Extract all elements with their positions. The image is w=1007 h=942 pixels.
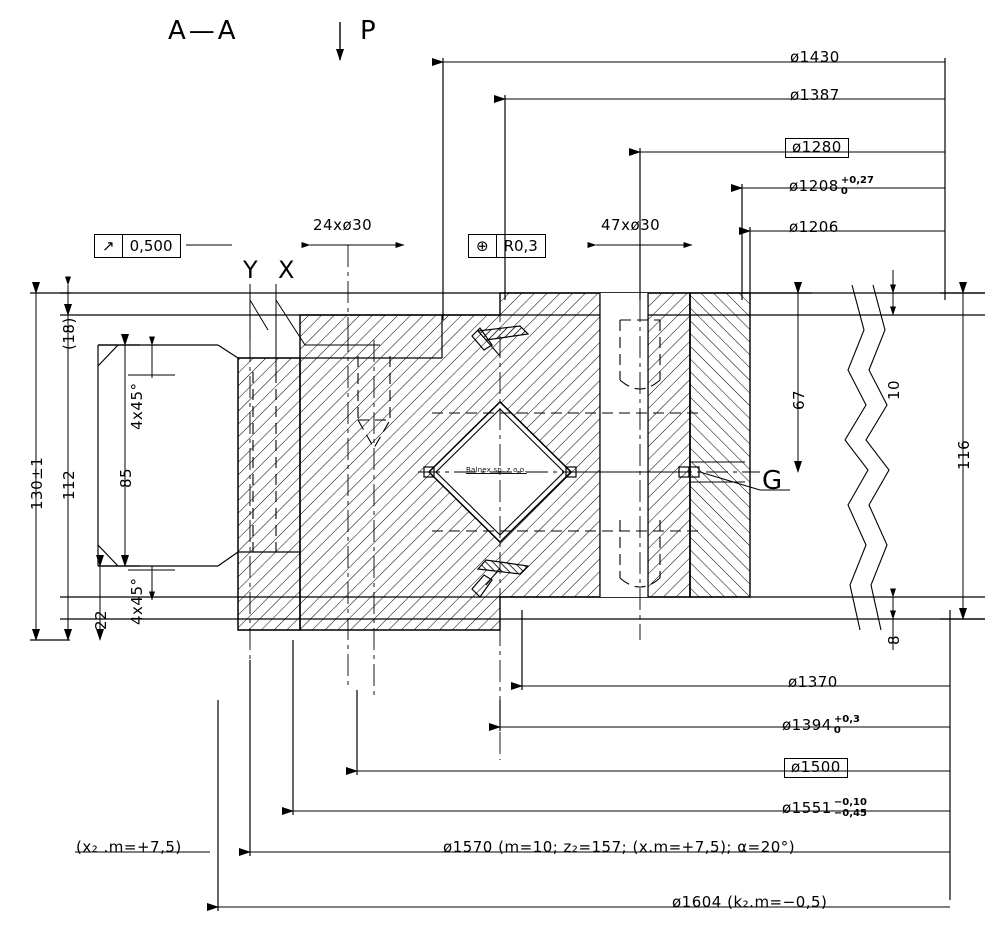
- dim-d1208-value: ø1208: [789, 177, 839, 195]
- dim-d1280: ø1280: [785, 138, 849, 158]
- surface-finish-value: 0,500: [122, 235, 180, 257]
- tol-lower: 0: [840, 185, 848, 197]
- position-value: R0,3: [496, 235, 545, 257]
- dim-d1394-value: ø1394: [782, 716, 832, 734]
- dim-85: 85: [117, 467, 135, 488]
- position-symbol: ⊕: [476, 237, 489, 255]
- dim-18: (18): [60, 317, 78, 350]
- tol-upper: −0,10: [833, 797, 867, 808]
- dim-116: 116: [955, 439, 973, 470]
- section-label: A—A: [168, 16, 239, 46]
- chamfer-bottom: 4x45°: [128, 577, 146, 625]
- tol-lower: −0,45: [833, 807, 867, 819]
- dim-67: 67: [790, 389, 808, 410]
- dim-d1370: ø1370: [788, 673, 838, 691]
- dim-d1387: ø1387: [790, 86, 840, 104]
- dim-130: 130±1: [28, 456, 46, 510]
- surface-finish-frame: [94, 234, 181, 258]
- dim-d1604: ø1604 (k₂.m=−0,5): [672, 893, 828, 911]
- dim-d1551-tolerance: [834, 798, 867, 819]
- datum-y: Y: [243, 256, 259, 284]
- surface-finish-symbol: ↗: [102, 237, 115, 255]
- hole-callout-24: 24xø30: [313, 216, 373, 234]
- datum-g: G: [762, 466, 783, 496]
- position-tolerance-frame: [468, 234, 546, 258]
- dim-d1500: ø1500: [784, 758, 848, 778]
- dim-8: 8: [885, 634, 903, 645]
- dim-d1394: [782, 715, 860, 736]
- tol-upper: +0,3: [833, 714, 860, 725]
- view-arrow-label: P: [360, 16, 379, 46]
- dim-10: 10: [885, 379, 903, 400]
- dim-d1394-tolerance: [834, 715, 860, 736]
- dim-d1208-tolerance: [841, 176, 874, 197]
- dim-d1206: ø1206: [789, 218, 839, 236]
- dim-112: 112: [60, 469, 78, 500]
- note-x2m: (x₂ .m=+7,5): [76, 838, 182, 856]
- dim-d1551: [782, 798, 867, 819]
- dim-22: 22: [92, 609, 110, 630]
- tol-lower: 0: [833, 724, 841, 736]
- hole-callout-47: 47xø30: [601, 216, 661, 234]
- dim-d1430: ø1430: [790, 48, 840, 66]
- dim-d1570: ø1570 (m=10; z₂=157; (x.m=+7,5); α=20°): [443, 838, 796, 856]
- watermark: Balnex sp. z o.o.: [466, 466, 527, 474]
- dim-d1551-value: ø1551: [782, 799, 832, 817]
- dim-d1208: [789, 176, 874, 197]
- view-arrow-icon: [330, 20, 360, 70]
- tol-upper: +0,27: [840, 175, 874, 186]
- datum-x: X: [278, 256, 295, 284]
- chamfer-top: 4x45°: [128, 382, 146, 430]
